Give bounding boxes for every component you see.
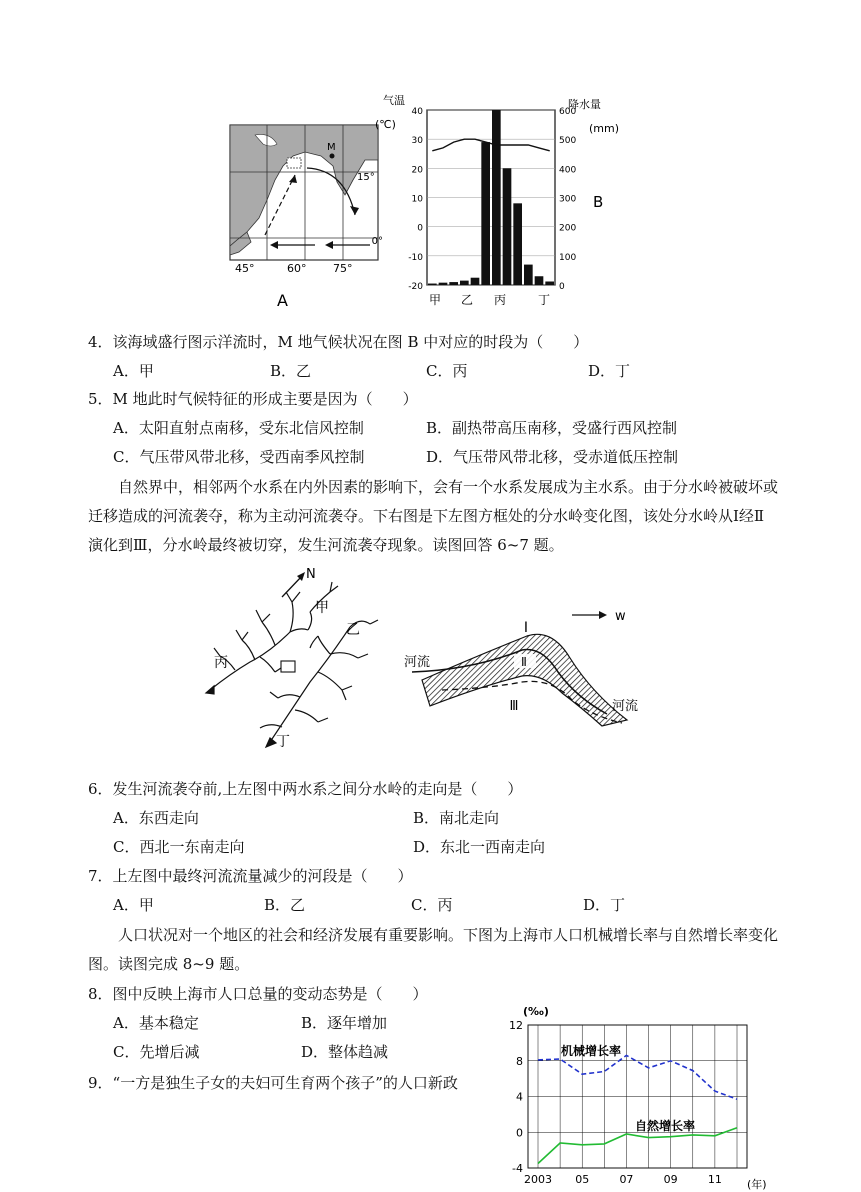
pop-x-tick-label: 09 — [663, 1173, 678, 1186]
stage-3-label: Ⅲ — [509, 699, 519, 714]
x-label-ding: 丁 — [537, 293, 551, 307]
precip-bar — [471, 278, 480, 285]
intro-river-capture: 自然界中，相邻两个水系在内外因素的影响下，会有一个水系发展成为主水系。由于分水岭被破坏或迁移造成的河流袭夺，称为主动河流袭夺。下右图是下左图方框处的分水岭变化图，该处分水岭从Ⅰ经Ⅱ演化到Ⅲ，分水岭最终被切穿，发生河流袭夺现象。读图回答 6~7 题。 — [88, 478, 779, 554]
river-network-map — [200, 562, 395, 757]
lat-label-15: 15° — [357, 172, 375, 183]
q4-option-b[interactable]: B．乙 — [270, 362, 312, 380]
q7-stem: 7．上左图中最终河流流量减少的河段是（ ） — [88, 867, 413, 885]
right-axis-label: 降水量 — [568, 98, 601, 111]
pop-y-tick-label: 12 — [509, 1019, 523, 1032]
pop-y-tick-label: -4 — [512, 1162, 523, 1175]
climate-chart — [375, 92, 625, 317]
q6-stem: 6．发生河流袭夺前,上左图中两水系之间分水岭的走向是（ ） — [88, 780, 523, 798]
intro-population: 人口状况对一个地区的社会和经济发展有重要影响。下图为上海市人口机械增长率与自然增长率变化图。读图完成 8~9 题。 — [88, 926, 779, 973]
pop-y-tick-label: 0 — [516, 1126, 523, 1140]
precip-bar — [439, 283, 448, 285]
figure-a-caption: A — [277, 291, 288, 310]
right-axis-unit: (mm) — [589, 122, 620, 135]
right-tick-label: 400 — [559, 165, 577, 176]
river-label-ding: 丁 — [276, 734, 290, 750]
q6-option-d[interactable]: D．东北一西南走向 — [413, 838, 546, 856]
right-tick-label: 600 — [559, 107, 577, 117]
left-tick-label: -20 — [408, 282, 423, 292]
pop-x-unit: (年) — [747, 1178, 767, 1191]
figure-b-caption: B — [593, 193, 604, 211]
precip-bar — [503, 168, 512, 285]
arrow-w-label: w — [615, 609, 626, 624]
left-tick-label: 0 — [417, 223, 423, 234]
q9-stem: 9．“一方是独生子女的夫妇可生育两个孩子”的人口新政 — [88, 1074, 458, 1092]
pop-x-tick-label: 11 — [707, 1173, 722, 1186]
q4-option-c[interactable]: C．丙 — [426, 362, 468, 380]
q7-option-b[interactable]: B．乙 — [264, 896, 306, 914]
q4-stem: 4．该海域盛行图示洋流时，M 地气候状况在图 B 中对应的时段为（ ） — [88, 333, 589, 351]
q5-option-a[interactable]: A．太阳直射点南移，受东北信风控制 — [113, 419, 364, 437]
q8-option-b[interactable]: B．逐年增加 — [301, 1014, 388, 1032]
pop-x-tick-label: 2003 — [524, 1173, 552, 1186]
x-label-yi: 乙 — [460, 293, 474, 307]
river-label-jia: 甲 — [315, 600, 329, 616]
right-tick-label: 200 — [559, 223, 577, 234]
precip-bar — [524, 265, 533, 285]
mech-series-label: 机械增长率 — [561, 1044, 622, 1058]
q5-option-c[interactable]: C．气压带风带北移，受西南季风控制 — [113, 448, 365, 466]
q7-option-a[interactable]: A．甲 — [113, 896, 154, 914]
river-label-bing: 丙 — [214, 655, 228, 671]
q5-option-b[interactable]: B．副热带高压南移，受盛行西风控制 — [426, 419, 678, 437]
lon-label-60: 60° — [287, 262, 307, 275]
ocean-current-map — [225, 120, 385, 310]
pop-x-tick-label: 07 — [619, 1173, 634, 1186]
river-left-label: 河流 — [404, 655, 431, 670]
x-label-bing: 丙 — [493, 293, 507, 307]
divide-evolution-figure — [402, 598, 657, 748]
pop-y-tick-label: 4 — [516, 1090, 523, 1104]
precip-bar — [428, 284, 437, 285]
precip-bar — [545, 282, 554, 286]
q8-stem: 8．图中反映上海市人口总量的变动态势是（ ） — [88, 985, 428, 1003]
precip-bar — [481, 142, 490, 285]
left-tick-label: -10 — [408, 252, 423, 263]
left-axis-unit: (℃) — [375, 118, 396, 131]
q6-option-a[interactable]: A．东西走向 — [113, 809, 199, 827]
q6-option-b[interactable]: B．南北走向 — [413, 809, 500, 827]
population-growth-chart — [495, 1000, 785, 1192]
q5-stem: 5．M 地此时气候特征的形成主要是因为（ ） — [88, 390, 418, 408]
left-tick-label: 20 — [411, 165, 423, 176]
point-m-label: M — [327, 142, 336, 153]
precip-bar — [449, 282, 458, 285]
right-tick-label: 100 — [559, 252, 577, 263]
x-label-jia: 甲 — [428, 293, 442, 307]
pop-x-tick-label: 05 — [575, 1173, 590, 1186]
q8-option-d[interactable]: D．整体趋减 — [301, 1043, 389, 1061]
q8-option-c[interactable]: C．先增后减 — [113, 1043, 200, 1061]
q7-option-c[interactable]: C．丙 — [411, 896, 453, 914]
q4-option-a[interactable]: A．甲 — [113, 362, 154, 380]
lat-label-0: 0° — [371, 236, 383, 247]
lon-label-75: 75° — [333, 262, 353, 275]
precip-bar — [535, 276, 544, 285]
precip-bar — [513, 203, 522, 285]
lon-label-45: 45° — [235, 262, 255, 275]
nat-series-label: 自然增长率 — [635, 1119, 696, 1133]
north-label: N — [306, 567, 316, 582]
stage-2-label: Ⅱ — [521, 655, 527, 669]
q5-option-d[interactable]: D．气压带风带北移，受赤道低压控制 — [426, 448, 679, 466]
river-right-label: 河流 — [612, 699, 639, 714]
stage-1-label: Ⅰ — [523, 620, 529, 636]
q7-option-d[interactable]: D．丁 — [583, 896, 626, 914]
precip-bar — [460, 281, 469, 285]
left-tick-label: 30 — [411, 136, 423, 147]
q8-option-a[interactable]: A．基本稳定 — [113, 1014, 199, 1032]
q6-option-c[interactable]: C．西北一东南走向 — [113, 838, 245, 856]
right-tick-label: 500 — [559, 136, 577, 147]
pop-y-unit: (‰) — [523, 1005, 549, 1018]
right-tick-label: 300 — [559, 194, 577, 205]
pop-y-tick-label: 8 — [516, 1054, 523, 1068]
right-tick-label: 0 — [559, 282, 565, 292]
river-label-yi: 乙 — [346, 622, 360, 638]
left-tick-label: 40 — [411, 107, 423, 117]
precip-bar — [492, 110, 501, 285]
q4-option-d[interactable]: D．丁 — [588, 362, 631, 380]
left-tick-label: 10 — [411, 194, 423, 205]
left-axis-label: 气温 — [383, 94, 405, 107]
